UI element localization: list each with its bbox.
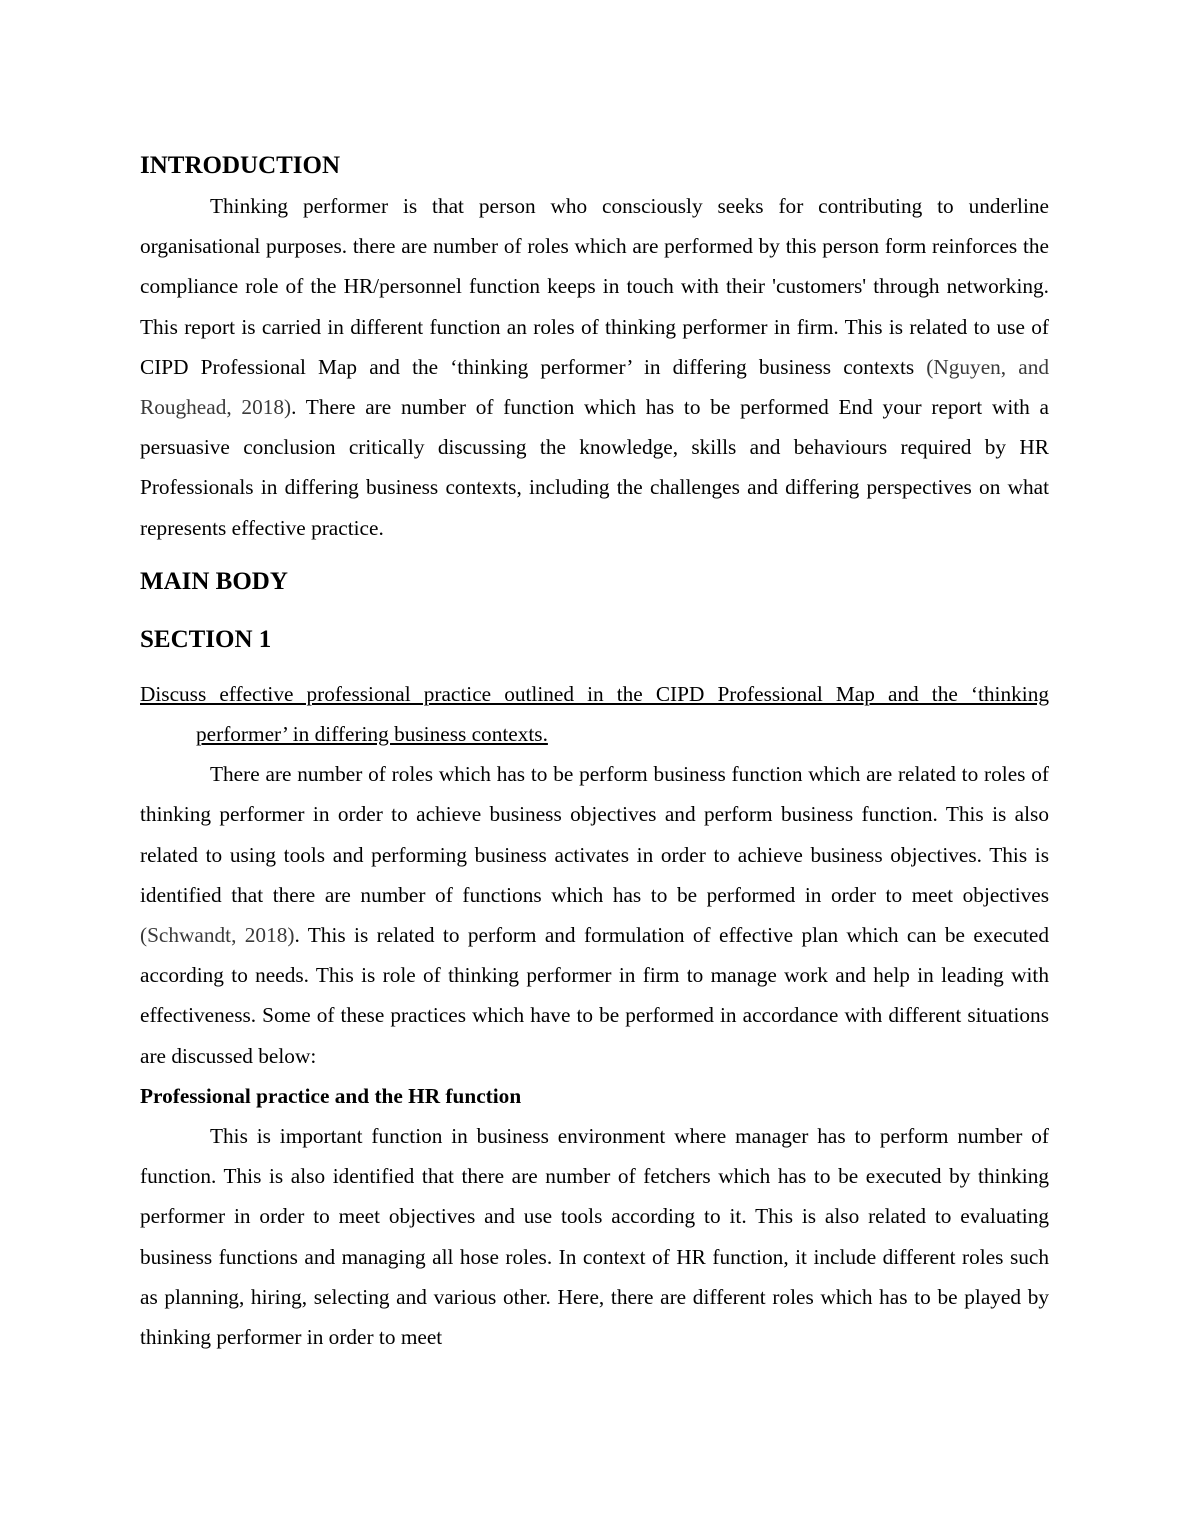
intro-text-part-1: Thinking performer is that person who consciously seeks for contributing to underline organisational purposes. there are number of roles which are performed by this person form reinforces the compliance role of the HR/personnel function keeps in touch with their 'customers' through networking. This report is carried in different function an roles of thinking performer in firm. This is related to use of CIPD Professional Map and the ‘thinking performer’ in differing business contexts xyxy=(140,194,1049,379)
introduction-heading: INTRODUCTION xyxy=(140,152,341,179)
section-1-text-part-2: . This is related to perform and formulation of effective plan which can be executed according to needs. This is role of thinking performer in firm to manage work and help in leading with effectiveness. Some of these practices which have to be performed in accordance with different situations are discussed below: xyxy=(140,923,1050,1068)
section-1-question: Discuss effective professional practice outlined in the CIPD Professional Map and the ‘thinking performer’ in differing business contexts. xyxy=(140,681,1049,747)
document-page xyxy=(140,146,1049,1357)
intro-citation: (Nguyen, and Roughead, 2018) xyxy=(140,354,1049,420)
section-1-paragraph-1 xyxy=(140,754,1049,1076)
intro-text-part-2: . There are number of function which has to be performed End your report with a persuasive conclusion critically discussing the knowledge, skills and behaviours required by HR Professionals in differing business contexts, including the challenges and differing perspectives on what represents effective practice. xyxy=(140,395,1050,540)
section-1-text-part-1: There are number of roles which has to be perform business function which are related to roles of thinking performer in order to achieve business objectives and perform business function. This is also related to using tools and performing business activates in order to achieve business objectives. This is identified that there are number of functions which has to be performed in order to meet objectives xyxy=(140,762,1049,907)
section-1-paragraph-2: This is important function in business environment where manager has to perform number of function. This is also identified that there are number of fetchers which has to be executed by thinking performer in order to meet objectives and use tools according to it. This is also related to evaluating business functions and managing all hose roles. In context of HR function, it include different roles such as planning, hiring, selecting and various other. Here, there are different roles which has to be played by thinking performer in order to meet xyxy=(140,1124,1049,1350)
introduction-paragraph xyxy=(140,186,1049,548)
section-1-citation: (Schwandt, 2018) xyxy=(140,923,295,948)
hr-function-subheading: Professional practice and the HR function xyxy=(140,1083,522,1108)
section-1-heading: SECTION 1 xyxy=(140,625,272,653)
main-body-heading: MAIN BODY xyxy=(140,567,288,595)
